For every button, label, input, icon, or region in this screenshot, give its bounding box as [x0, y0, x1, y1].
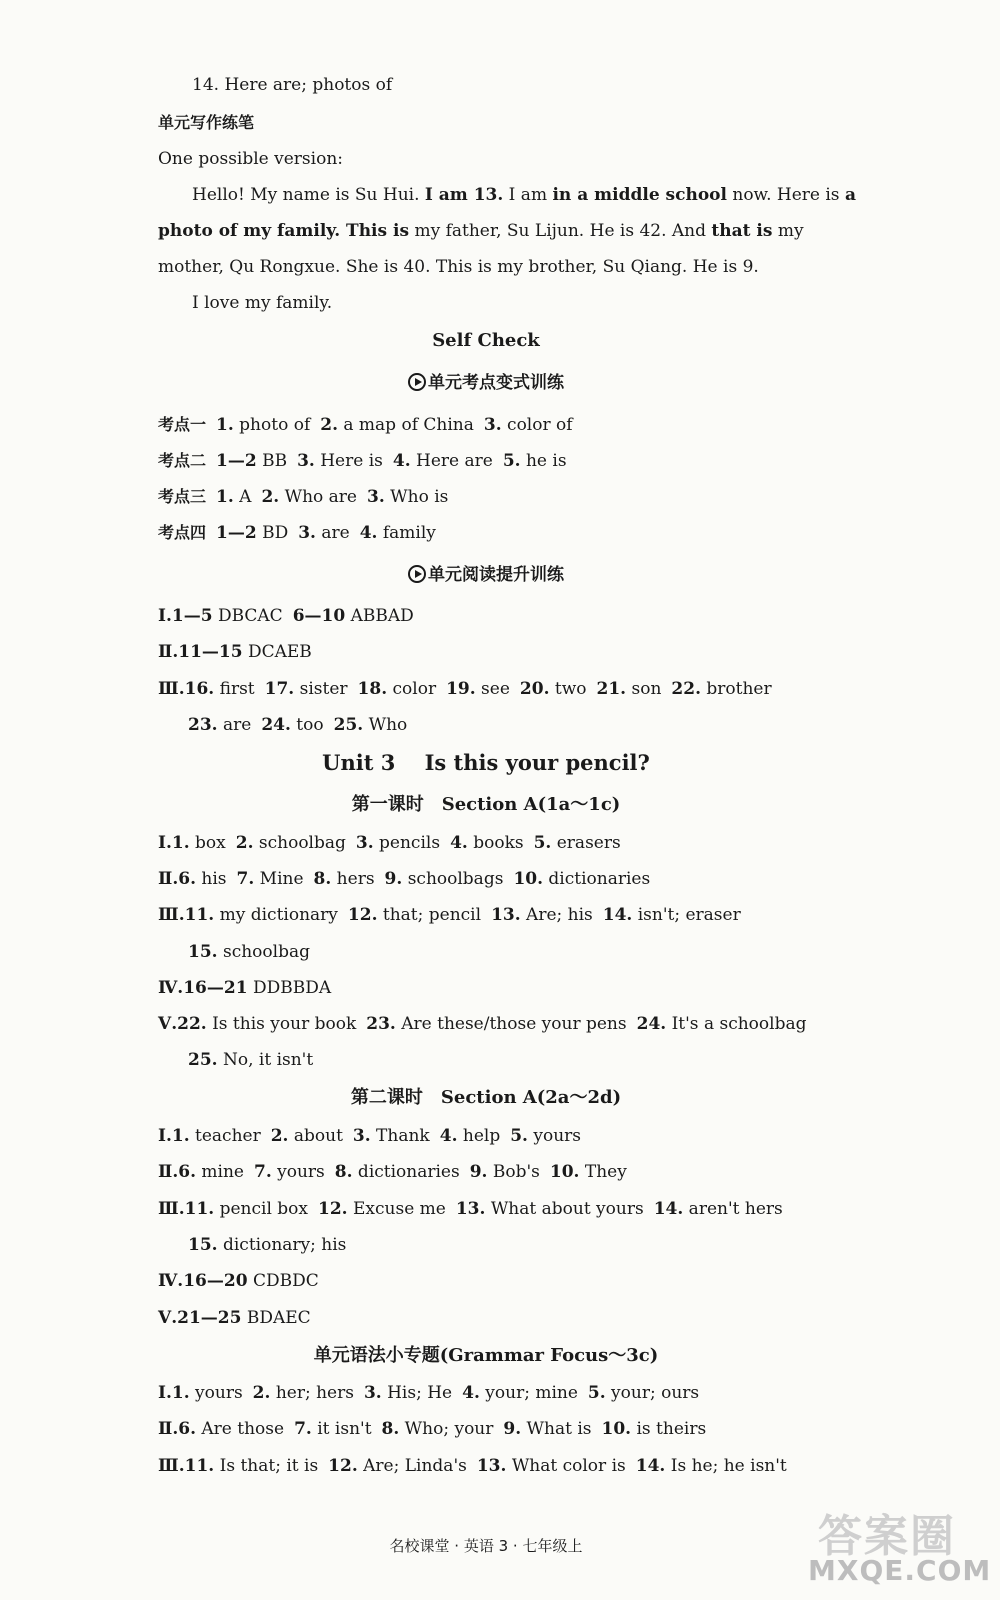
roman-numeral: Ⅰ.	[158, 606, 172, 626]
num: 4.	[462, 1383, 480, 1403]
text: now. Here is	[726, 185, 845, 205]
answer: too	[290, 715, 324, 735]
answer: DCAEB	[242, 642, 312, 662]
answer: Who	[363, 715, 408, 735]
banner-text: 单元阅读提升训练	[428, 565, 564, 585]
writing-intro: One possible version:	[158, 149, 343, 169]
num: 15.	[188, 942, 218, 962]
bold-text: in a middle school	[552, 185, 727, 205]
roman-numeral: Ⅰ.	[158, 1126, 172, 1146]
num: 1.	[171, 1383, 190, 1403]
lesson-title-3: 单元语法小专题(Grammar Focus～3c)	[313, 1345, 659, 1366]
roman-numeral: Ⅱ.	[158, 1419, 179, 1439]
num: 21.	[596, 679, 627, 699]
num: 23.	[188, 715, 218, 735]
answer: They	[579, 1162, 627, 1182]
reading-line-1	[158, 605, 414, 627]
reading-line-3b	[188, 714, 407, 736]
num: 4.	[392, 451, 411, 471]
answer-line-14	[192, 74, 392, 96]
s1-line-5	[158, 1013, 806, 1035]
roman-numeral: Ⅳ.	[158, 1271, 184, 1291]
num: 16.	[184, 679, 215, 699]
num: 6.	[178, 1162, 196, 1182]
num: 4.	[359, 523, 378, 543]
answer: Excuse me	[347, 1199, 446, 1219]
answer: pencils	[373, 833, 441, 853]
num: 8.	[381, 1419, 400, 1439]
num: 12.	[328, 1456, 358, 1476]
num: 8.	[334, 1162, 353, 1182]
num: 24.	[261, 715, 291, 735]
s1-line-1	[158, 832, 621, 854]
num: 1.	[171, 833, 190, 853]
answer: Are; his	[520, 905, 593, 925]
answer: His; He	[381, 1383, 453, 1403]
answer: Are these/those your pens	[395, 1014, 627, 1034]
page-footer: 名校课堂 · 英语 3 · 七年级上	[389, 1537, 583, 1555]
s3-line-1	[158, 1382, 699, 1404]
answer: are	[315, 523, 350, 543]
num: 11.	[184, 1199, 215, 1219]
s2-line-4	[158, 1270, 319, 1292]
num: 7.	[253, 1162, 272, 1182]
num: 18.	[357, 679, 388, 699]
num: 1.	[216, 487, 234, 507]
s1-line-4	[158, 977, 331, 999]
num: 6.	[178, 869, 196, 889]
bold-text: I am 13.	[424, 185, 504, 205]
kaodian-label: 考点二	[158, 451, 207, 470]
answer: Here is	[314, 451, 383, 471]
bold-text: photo of my family. This is	[158, 221, 410, 241]
answer: Bob's	[487, 1162, 540, 1182]
num: 2.	[252, 1383, 271, 1403]
writing-paragraph-line-1	[192, 184, 856, 206]
answer: dictionaries	[543, 869, 651, 889]
banner-heading-2	[0, 564, 972, 586]
num: 15.	[188, 1235, 218, 1255]
answer: he is	[520, 451, 567, 471]
answer: Mine	[254, 869, 304, 889]
arrow-circle-icon	[408, 373, 426, 391]
num: 3.	[297, 451, 315, 471]
answer: a map of China	[337, 415, 474, 435]
num: 4.	[450, 833, 468, 853]
answer: Thank	[370, 1126, 430, 1146]
answer: her; hers	[270, 1383, 354, 1403]
num: 2.	[235, 833, 254, 853]
num: 2.	[320, 415, 338, 435]
answer: schoolbag	[217, 942, 310, 962]
watermark-logo-text: 答案圈	[818, 1511, 956, 1562]
answer-text: 14. Here are; photos of	[192, 75, 393, 95]
answer: is theirs	[631, 1419, 707, 1439]
s2-line-2	[158, 1161, 627, 1183]
roman-numeral: Ⅲ.	[158, 1199, 185, 1219]
kaodian-label: 考点一	[158, 415, 207, 434]
num: 2.	[261, 487, 280, 507]
kaodian-line-1	[158, 414, 573, 436]
num: 10.	[601, 1419, 632, 1439]
num: 16—20	[183, 1271, 248, 1291]
answer: son	[626, 679, 662, 699]
roman-numeral: Ⅱ.	[158, 642, 179, 662]
roman-numeral: Ⅰ.	[158, 1383, 172, 1403]
num: 3.	[355, 833, 374, 853]
answer: box	[189, 833, 226, 853]
banner-heading-1	[0, 372, 972, 394]
answer: Here are	[410, 451, 493, 471]
answer: Are; Linda's	[357, 1456, 467, 1476]
s1-line-3b	[188, 941, 310, 963]
num: 22.	[671, 679, 701, 699]
s2-line-3b	[188, 1234, 346, 1256]
answer: What about yours	[485, 1199, 644, 1219]
bold-text: a	[844, 185, 856, 205]
num: 3.	[483, 415, 502, 435]
num: 20.	[519, 679, 550, 699]
answer: dictionaries	[352, 1162, 460, 1182]
num: 14.	[653, 1199, 684, 1219]
answer: DBCAC	[212, 606, 283, 626]
answer: CDBDC	[247, 1271, 319, 1291]
answer: color	[387, 679, 437, 699]
num: 24.	[636, 1014, 667, 1034]
num: 1—5	[171, 606, 213, 626]
answer: mine	[196, 1162, 244, 1182]
num: 7.	[294, 1419, 312, 1439]
num: 8.	[313, 869, 332, 889]
answer: schoolbags	[402, 869, 504, 889]
kaodian-label: 考点四	[158, 523, 207, 542]
num: 12.	[318, 1199, 348, 1219]
s1-line-2	[158, 868, 650, 890]
answer: first	[214, 679, 255, 699]
num: 13.	[455, 1199, 486, 1219]
text: Hello! My name is Su Hui.	[192, 185, 425, 205]
num: 19.	[446, 679, 476, 699]
bold-text: that is	[711, 221, 773, 241]
writing-paragraph-line-4: I love my family.	[192, 293, 333, 313]
answer: help	[457, 1126, 501, 1146]
answer: ABBAD	[345, 606, 414, 626]
text: my father, Su Lijun. He is 42. And	[409, 221, 712, 241]
num: 1.	[171, 1126, 190, 1146]
answer: yours	[189, 1383, 243, 1403]
s1-line-5b	[188, 1049, 313, 1071]
s2-line-3	[158, 1198, 783, 1220]
text: my	[772, 221, 804, 241]
num: 9.	[384, 869, 403, 889]
lesson-title-2: 第二课时 Section A(2a～2d)	[350, 1087, 622, 1108]
answer: What color is	[506, 1456, 626, 1476]
num: 10.	[513, 869, 544, 889]
roman-numeral: Ⅴ.	[158, 1308, 178, 1328]
num: 11—15	[178, 642, 243, 662]
answer: hers	[331, 869, 375, 889]
watermark-domain-text: MXQE.COM	[808, 1554, 992, 1587]
answer: No, it isn't	[217, 1050, 314, 1070]
answer: photo of	[233, 415, 311, 435]
num: 3.	[367, 487, 385, 507]
answer: yours	[271, 1162, 325, 1182]
num: 1.	[216, 415, 234, 435]
roman-numeral: Ⅳ.	[158, 978, 184, 998]
kaodian-label: 考点三	[158, 487, 207, 506]
answer: it isn't	[311, 1419, 372, 1439]
num: 22.	[177, 1014, 207, 1034]
answer: isn't; eraser	[632, 905, 741, 925]
num: 14.	[602, 905, 633, 925]
roman-numeral: Ⅱ.	[158, 869, 179, 889]
answer: Is that; it is	[214, 1456, 319, 1476]
answer: A	[233, 487, 252, 507]
answer: are	[217, 715, 252, 735]
roman-numeral: Ⅲ.	[158, 679, 185, 699]
answer: sister	[294, 679, 348, 699]
answer: color of	[501, 415, 573, 435]
num: 9.	[503, 1419, 522, 1439]
answer: Is he; he isn't	[665, 1456, 787, 1476]
answer: pencil box	[214, 1199, 309, 1219]
lesson-title-1: 第一课时 Section A(1a～1c)	[351, 794, 621, 815]
num: 25.	[188, 1050, 218, 1070]
answer: your; mine	[479, 1383, 578, 1403]
num: 11.	[184, 1456, 215, 1476]
roman-numeral: Ⅲ.	[158, 905, 185, 925]
text: I am	[503, 185, 553, 205]
num: 13.	[476, 1456, 507, 1476]
answer: teacher	[189, 1126, 261, 1146]
num: 5.	[502, 451, 521, 471]
roman-numeral: Ⅴ.	[158, 1014, 178, 1034]
num: 7.	[236, 869, 255, 889]
arrow-circle-icon	[408, 565, 426, 583]
answer: his	[196, 869, 227, 889]
num: 5.	[533, 833, 552, 853]
answer: Who is	[384, 487, 449, 507]
num: 6.	[178, 1419, 196, 1439]
answer: Is this your book	[206, 1014, 357, 1034]
answer: Who; your	[399, 1419, 494, 1439]
writing-paragraph-line-2	[158, 220, 804, 242]
answer: Who are	[279, 487, 357, 507]
kaodian-line-2	[158, 450, 567, 472]
num: 4.	[439, 1126, 458, 1146]
num: 6—10	[292, 606, 346, 626]
answer: schoolbag	[253, 833, 346, 853]
num: 3.	[363, 1383, 382, 1403]
answer: brother	[700, 679, 772, 699]
num: 3.	[352, 1126, 371, 1146]
num: 23.	[366, 1014, 396, 1034]
num: 5.	[510, 1126, 528, 1146]
s3-line-3	[158, 1455, 787, 1477]
answer: erasers	[551, 833, 621, 853]
roman-numeral: Ⅰ.	[158, 833, 172, 853]
roman-numeral: Ⅲ.	[158, 1456, 185, 1476]
section-title-self-check: Self Check	[432, 330, 540, 351]
num: 3.	[298, 523, 316, 543]
banner-text: 单元考点变式训练	[428, 373, 564, 393]
num: 1—2	[216, 523, 257, 543]
num: 2.	[270, 1126, 289, 1146]
writing-paragraph-line-3: mother, Qu Rongxue. She is 40. This is my brother, Su Qiang. He is 9.	[158, 257, 759, 277]
num: 11.	[184, 905, 215, 925]
num: 25.	[333, 715, 364, 735]
reading-line-3	[158, 678, 772, 700]
answer: about	[288, 1126, 343, 1146]
answer: BD	[256, 523, 289, 543]
num: 17.	[264, 679, 295, 699]
answer: BB	[256, 451, 288, 471]
answer: your; ours	[605, 1383, 700, 1403]
num: 9.	[469, 1162, 488, 1182]
s1-line-3	[158, 904, 741, 926]
s2-line-1	[158, 1125, 581, 1147]
num: 14.	[635, 1456, 666, 1476]
answer: What is	[521, 1419, 592, 1439]
answer: books	[467, 833, 524, 853]
num: 16—21	[183, 978, 248, 998]
answer: Are those	[196, 1419, 285, 1439]
num: 13.	[491, 905, 521, 925]
writing-heading: 单元写作练笔	[158, 113, 255, 132]
s3-line-2	[158, 1418, 706, 1440]
answer: family	[377, 523, 436, 543]
answer: yours	[527, 1126, 582, 1146]
answer: dictionary; his	[217, 1235, 347, 1255]
answer: It's a schoolbag	[666, 1014, 807, 1034]
answer: aren't hers	[683, 1199, 783, 1219]
num: 10.	[549, 1162, 580, 1182]
answer: that; pencil	[377, 905, 482, 925]
s2-line-5	[158, 1307, 311, 1329]
answer: my dictionary	[214, 905, 338, 925]
num: 1—2	[216, 451, 257, 471]
kaodian-line-3	[158, 486, 448, 508]
num: 5.	[587, 1383, 606, 1403]
num: 12.	[347, 905, 378, 925]
kaodian-line-4	[158, 522, 436, 544]
answer: see	[475, 679, 510, 699]
num: 21—25	[177, 1308, 242, 1328]
roman-numeral: Ⅱ.	[158, 1162, 179, 1182]
answer: DDBBDA	[247, 978, 332, 998]
watermark	[808, 1500, 992, 1590]
unit-title: Unit 3 Is this your pencil?	[322, 750, 650, 775]
answer: BDAEC	[241, 1308, 311, 1328]
reading-line-2	[158, 641, 312, 663]
answer: two	[549, 679, 587, 699]
